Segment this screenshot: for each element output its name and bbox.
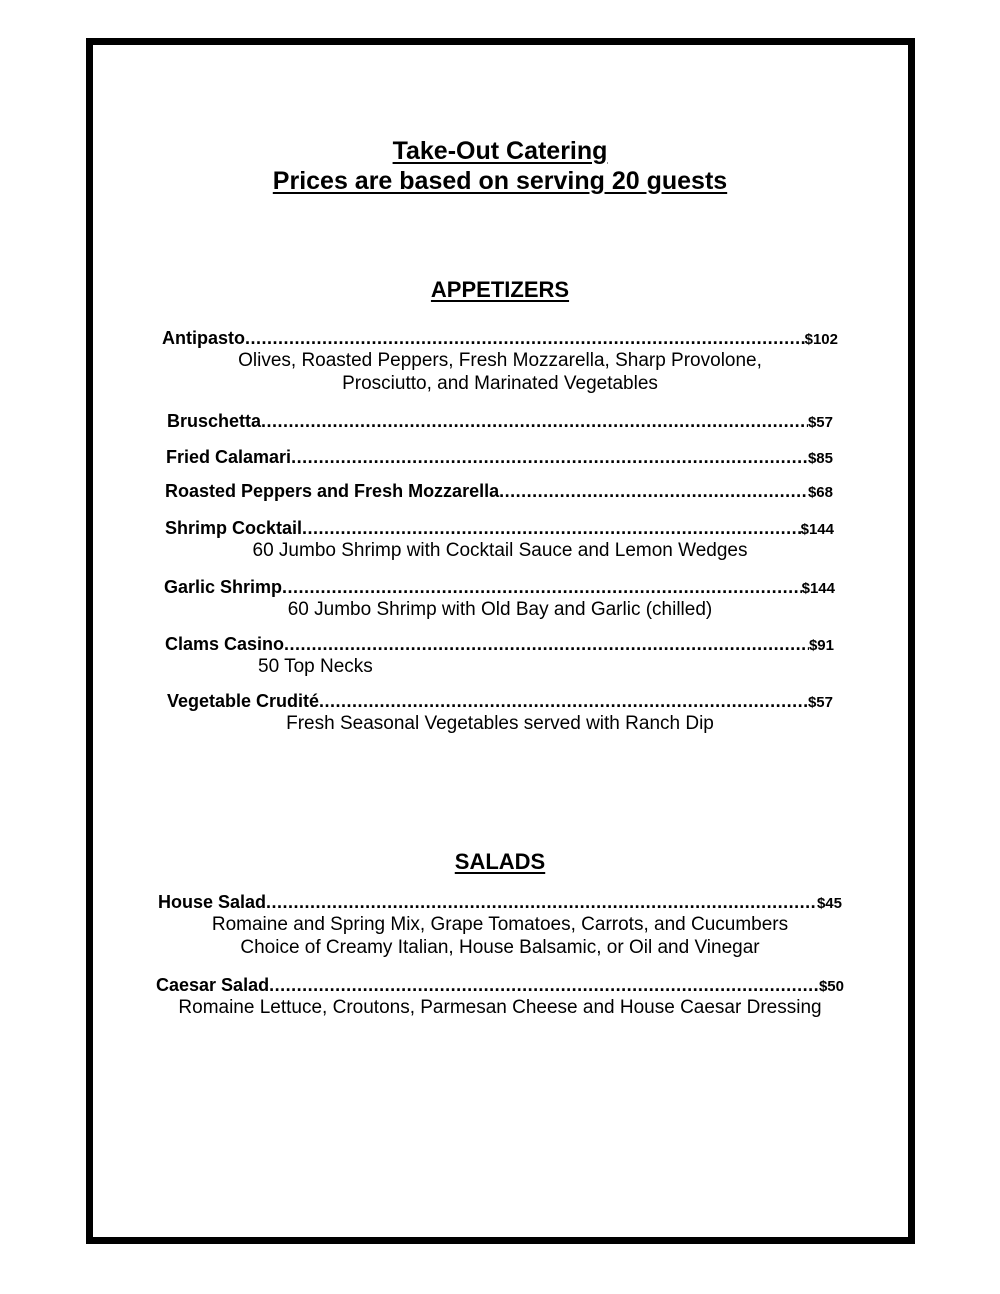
item-name: House Salad (158, 892, 267, 912)
menu-subtitle: Prices are based on serving 20 guests (272, 167, 728, 195)
item-description: Romaine and Spring Mix, Grape Tomatoes, Carrots, and Cucumbers (211, 914, 789, 935)
item-price: $85 (807, 450, 833, 467)
menu-item-antipasto (162, 328, 838, 349)
dot-leader (499, 481, 808, 502)
menu-item-garlic-shrimp (164, 577, 835, 598)
menu-item-house-salad (158, 892, 842, 913)
dot-leader (245, 328, 805, 349)
item-price: $57 (807, 694, 833, 711)
menu-item-roasted-peppers (165, 481, 833, 502)
dot-leader (291, 447, 808, 468)
item-name: Garlic Shrimp (164, 577, 283, 597)
item-description: Prosciutto, and Marinated Vegetables (342, 373, 658, 394)
dot-leader (282, 577, 802, 598)
item-name: Clams Casino (165, 634, 285, 654)
dot-leader (266, 892, 817, 913)
item-price: $144 (801, 580, 835, 597)
item-name: Vegetable Crudité (167, 691, 320, 711)
menu-item-clams-casino (165, 634, 834, 655)
menu-item-caesar-salad (156, 975, 844, 996)
item-name: Caesar Salad (156, 975, 270, 995)
menu-item-vegetable-crudite (167, 691, 833, 712)
item-description: Fresh Seasonal Vegetables served with Ranch Dip (286, 713, 714, 734)
item-description: Choice of Creamy Italian, House Balsamic, or Oil and Vinegar (240, 937, 760, 958)
item-price: $68 (807, 484, 833, 501)
item-name: Roasted Peppers and Fresh Mozzarella (165, 481, 500, 501)
item-name: Fried Calamari (166, 447, 292, 467)
menu-item-fried-calamari (166, 447, 833, 468)
appetizers-heading: APPETIZERS (430, 277, 570, 302)
item-name: Antipasto (162, 328, 245, 348)
menu-item-shrimp-cocktail (165, 518, 834, 539)
item-description: Romaine Lettuce, Croutons, Parmesan Cheese and House Caesar Dressing (178, 997, 822, 1018)
item-description: 60 Jumbo Shrimp with Old Bay and Garlic (chilled) (287, 599, 713, 620)
dot-leader (284, 634, 809, 655)
dot-leader (261, 411, 808, 432)
item-name: Shrimp Cocktail (165, 518, 303, 538)
item-description: 50 Top Necks (258, 656, 373, 677)
menu-title: Take-Out Catering (392, 137, 608, 165)
item-price: $91 (808, 637, 834, 654)
item-price: $144 (800, 521, 834, 538)
salads-heading: SALADS (454, 849, 546, 874)
item-price: $50 (818, 978, 844, 995)
dot-leader (302, 518, 801, 539)
item-price: $57 (807, 414, 833, 431)
item-price: $45 (816, 895, 842, 912)
item-price: $102 (804, 331, 838, 348)
item-description: Olives, Roasted Peppers, Fresh Mozzarella, Sharp Provolone, (238, 350, 762, 371)
item-name: Bruschetta (167, 411, 262, 431)
dot-leader (319, 691, 808, 712)
dot-leader (269, 975, 819, 996)
menu-item-bruschetta (167, 411, 833, 432)
item-description: 60 Jumbo Shrimp with Cocktail Sauce and Lemon Wedges (252, 540, 748, 561)
